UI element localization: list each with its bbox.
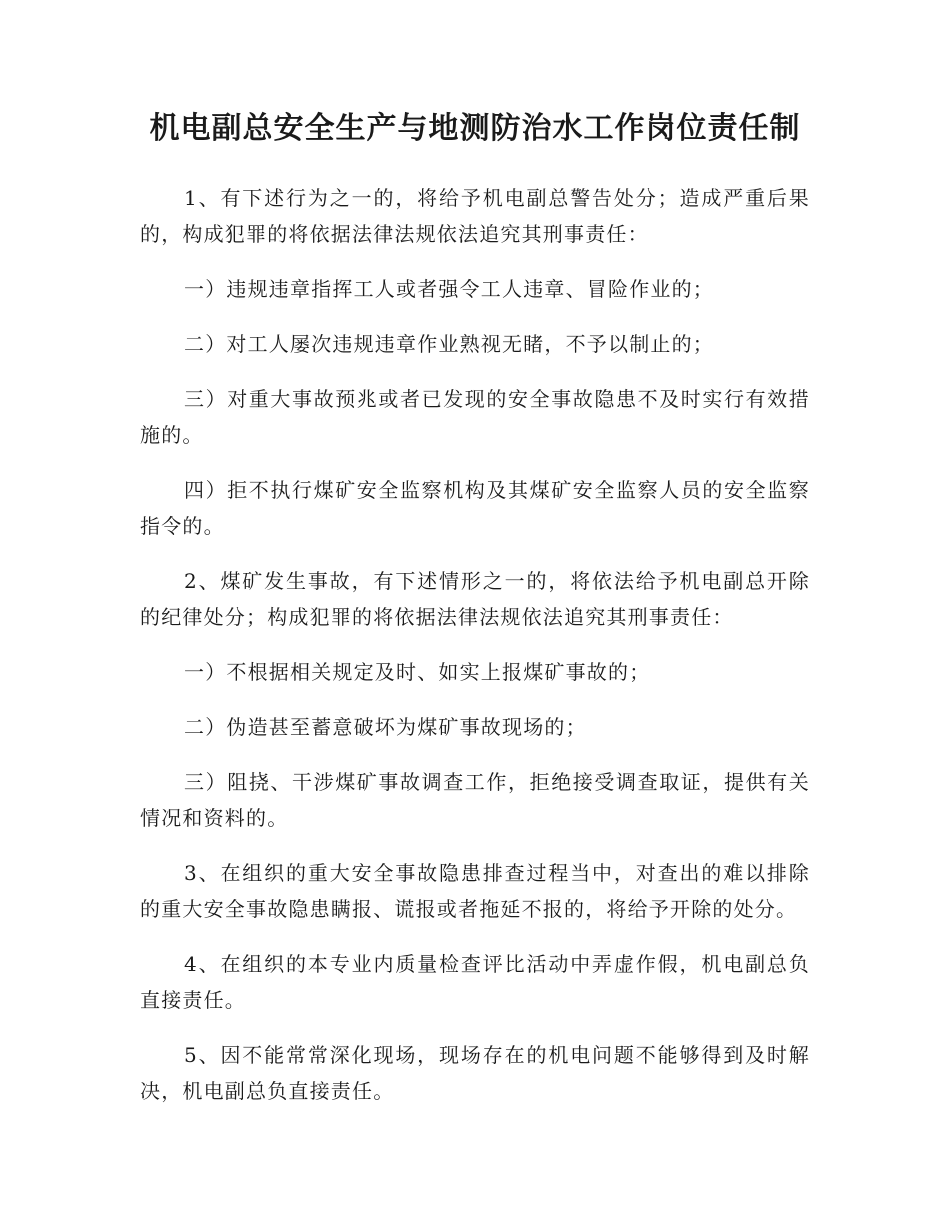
paragraph: 二）伪造甚至蓄意破坏为煤矿事故现场的； (184, 715, 587, 739)
document-title: 机电副总安全生产与地测防治水工作岗位责任制 (149, 111, 801, 146)
paragraph: 二）对工人屡次违规违章作业熟视无睹，不予以制止的； (184, 332, 714, 356)
paragraph: 4、在组织的本专业内质量检查评比活动中弄虚作假，机电副总负直接责任。 (140, 952, 810, 1012)
paragraph: 1、有下述行为之一的，将给予机电副总警告处分；造成严重后果的，构成犯罪的将依据法律法规依法追究其刑事责任： (140, 186, 810, 246)
paragraph: 三）对重大事故预兆或者已发现的安全事故隐患不及时实行有效措施的。 (140, 387, 810, 447)
paragraph: 2、煤矿发生事故，有下述情形之一的，将依法给予机电副总开除的纪律处分；构成犯罪的将依据法律法规依法追究其刑事责任： (140, 569, 810, 629)
paragraph: 一）不根据相关规定及时、如实上报煤矿事故的； (184, 660, 651, 684)
paragraph: 一）违规违章指挥工人或者强令工人违章、冒险作业的； (184, 277, 714, 301)
document-body (140, 180, 810, 1109)
paragraph: 5、因不能常常深化现场，现场存在的机电问题不能够得到及时解决，机电副总负直接责任。 (140, 1043, 810, 1103)
paragraph: 三）阻挠、干涉煤矿事故调查工作，拒绝接受调查取证，提供有关情况和资料的。 (140, 770, 810, 830)
paragraph: 3、在组织的重大安全事故隐患排查过程当中，对查出的难以排除的重大安全事故隐患瞒报、谎报或者拖延不报的，将给予开除的处分。 (140, 861, 810, 921)
paragraph: 四）拒不执行煤矿安全监察机构及其煤矿安全监察人员的安全监察指令的。 (140, 478, 810, 538)
